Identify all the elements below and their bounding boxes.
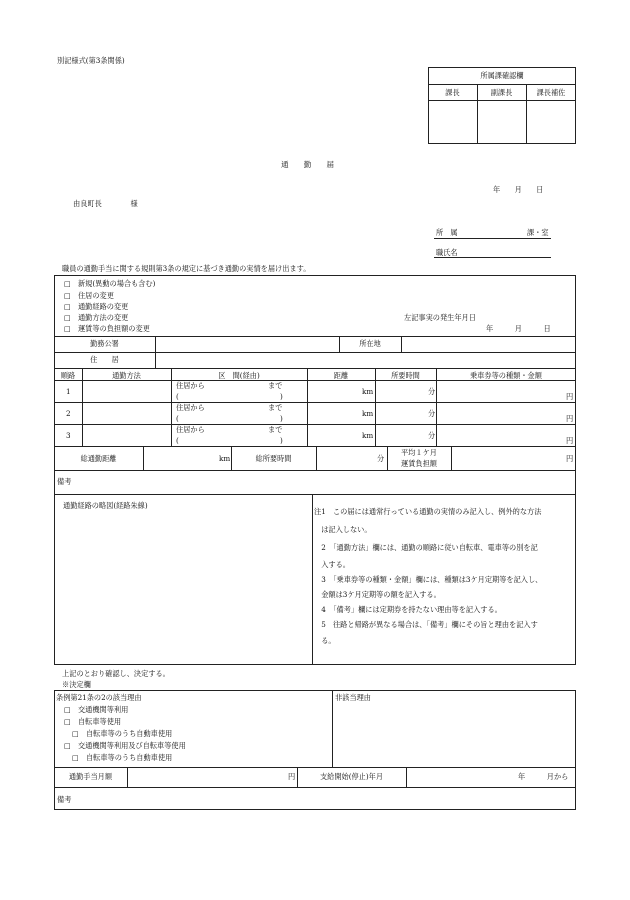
note-line: 金額は3ケ月定期等の額を記入する。 (314, 590, 441, 599)
note-line: は記入しない。 (314, 525, 372, 534)
intro-text: 職員の通勤手当に関する規則第3条の規定に基づき通勤の実情を届け出ます。 (62, 264, 311, 273)
approval-col-chief: 課長 (445, 88, 460, 97)
applicable-label: 条例第21条の2の該当理由 (56, 693, 142, 702)
allowance-label: 通勤手当月額 (68, 772, 113, 781)
applicable-car[interactable]: □ 自転車等のうち自動車使用 (72, 729, 173, 738)
route-km: km (362, 409, 374, 418)
applicable-car-2[interactable]: □ 自転車等のうち自動車使用 (72, 753, 173, 762)
reason-route[interactable]: □ 通勤経路の変更 (64, 302, 129, 311)
route-min: 分 (428, 409, 436, 418)
affiliation-suffix: 課・室 (527, 228, 549, 237)
total-time-unit: 分 (377, 454, 385, 463)
confirm-text: 上記のとおり確認し、決定する。 (62, 669, 170, 678)
applicable-bicycle[interactable]: □ 自転車等使用 (64, 717, 122, 726)
route-km: km (362, 387, 374, 396)
total-time-label: 総所要時間 (255, 454, 292, 463)
total-distance-label: 総通勤距離 (80, 454, 117, 463)
reason-new[interactable]: □ 新規(異動の場合も含む) (64, 279, 156, 288)
submission-date: 年 月 日 (493, 185, 544, 194)
route-no: 3 (66, 431, 71, 440)
route-via-close: ) (280, 392, 283, 401)
note-line: 4 「備考」欄には定期券を持たない理由等を記入する。 (314, 605, 502, 614)
workplace-label: 勤務公署 (90, 339, 119, 348)
name-label: 職氏名 (436, 248, 458, 257)
route-yen: 円 (566, 414, 574, 423)
note-line: 注1 この届には通常行っている通勤の実情のみ記入し、例外的な方法 (314, 507, 542, 516)
affiliation-label: 所 属 (436, 228, 458, 237)
route-via-close: ) (280, 414, 283, 423)
note-line: 5 往路と帰路が異なる場合は、「備考」欄にその旨と理由を記入す (314, 620, 538, 629)
burden-label-1: 平均１ケ月 (401, 448, 437, 457)
applicable-transit-and-bicycle[interactable]: □ 交通機関等利用及び自転車等使用 (64, 741, 186, 750)
route-via-open: ( (176, 436, 179, 445)
addressee: 由良町長 様 (73, 199, 138, 208)
note-line: る。 (314, 636, 336, 645)
route-header-method: 通勤方法 (112, 371, 141, 380)
route-header-ticket: 乗車券等の種類・金額 (470, 371, 542, 380)
route-from: 住居から (176, 381, 205, 390)
approval-title: 所属課確認欄 (480, 71, 524, 80)
approval-col-assistant: 課長補佐 (536, 88, 566, 97)
remarks2-label: 備考 (57, 795, 72, 804)
route-no: 1 (66, 387, 71, 396)
not-applicable-label: 非該当理由 (335, 693, 371, 702)
remarks-label: 備考 (57, 477, 72, 486)
reason-fare[interactable]: □ 運賃等の負担額の変更 (64, 324, 150, 333)
route-via-open: ( (176, 414, 179, 423)
applicable-transit[interactable]: □ 交通機関等利用 (64, 705, 129, 714)
location-label: 所在地 (359, 339, 381, 348)
residence-label: 住 居 (90, 355, 119, 364)
route-via-open: ( (176, 392, 179, 401)
route-min: 分 (428, 431, 436, 440)
burden-unit: 円 (566, 454, 574, 463)
total-distance-unit: km (219, 454, 231, 463)
route-yen: 円 (566, 436, 574, 445)
note-line: 2 「通勤方法」欄には、通勤の順路に従い自転車、電車等の別を記 (314, 543, 538, 552)
route-from: 住居から (176, 403, 205, 412)
reason-method[interactable]: □ 通勤方法の変更 (64, 313, 129, 322)
route-no: 2 (66, 409, 71, 418)
name-field[interactable] (434, 257, 551, 258)
occurrence-label: 左記事実の発生年月日 (404, 313, 476, 322)
route-to: まで (268, 425, 283, 434)
route-map-label: 通勤経路の略図(経路朱線) (63, 501, 148, 510)
route-header-time: 所要時間 (391, 371, 420, 380)
reason-residence[interactable]: □ 住居の変更 (64, 291, 114, 300)
document-title: 通 勤 届 (281, 160, 335, 169)
route-header-distance: 距離 (333, 371, 349, 380)
form-reference: 別記様式(第3条関係) (57, 56, 125, 65)
occurrence-date: 年 月 日 (486, 324, 551, 333)
route-header-order: 順路 (60, 371, 76, 380)
route-from: 住居から (176, 425, 205, 434)
route-yen: 円 (566, 392, 574, 401)
route-header-section: 区 間(経由) (218, 371, 260, 380)
route-to: まで (268, 381, 283, 390)
start-label: 支給開始(停止)年月 (319, 772, 384, 781)
route-via-close: ) (280, 436, 283, 445)
decision-label: ※決定欄 (62, 680, 91, 689)
burden-label-2: 運賃負担額 (401, 459, 437, 468)
route-to: まで (268, 403, 283, 412)
note-line: 入する。 (314, 560, 350, 569)
approval-col-deputy: 副課長 (490, 88, 513, 97)
affiliation-field[interactable] (434, 238, 551, 239)
start-value: 年 月から (518, 772, 569, 781)
route-min: 分 (428, 387, 436, 396)
note-line: 3 「乗車券等の種類・金額」欄には、種類は3ケ月定期等を記入し、 (314, 575, 543, 584)
allowance-unit: 円 (288, 772, 296, 781)
route-km: km (362, 431, 374, 440)
